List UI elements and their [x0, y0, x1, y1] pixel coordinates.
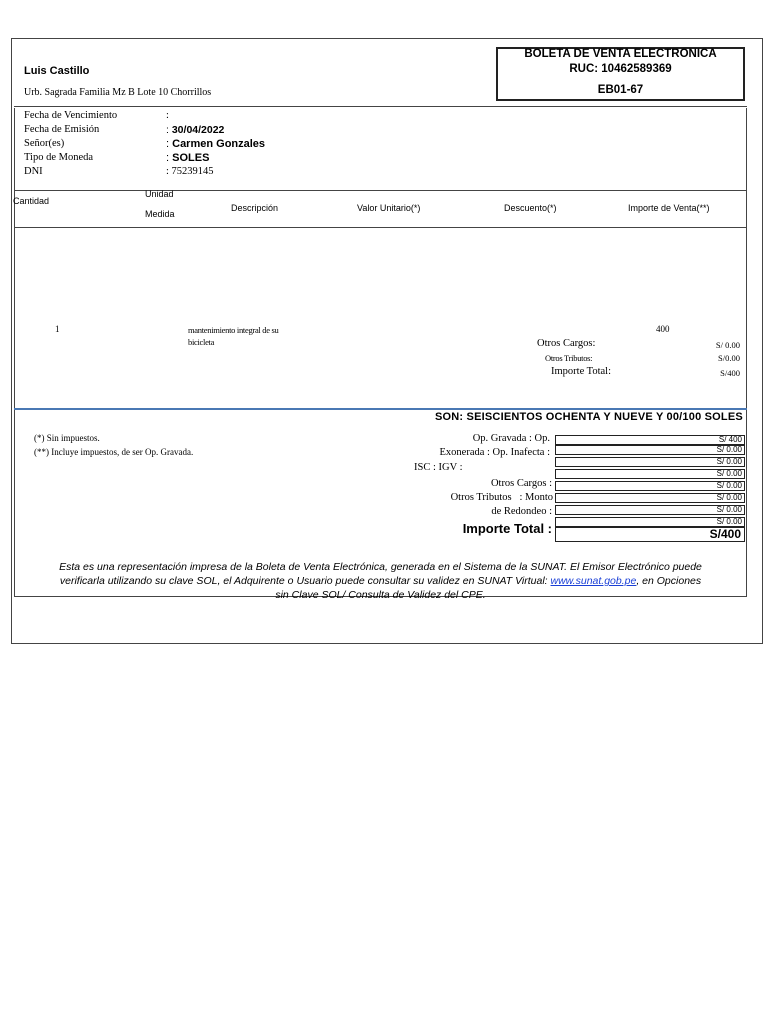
- note-includes-taxes: (**) Incluye impuestos, de ser Op. Gravada.: [34, 447, 194, 457]
- document-ruc: RUC: 10462589369: [569, 63, 672, 75]
- grand-total-box: [555, 527, 745, 542]
- due-date-label: Fecha de Vencimiento: [24, 110, 118, 121]
- issue-date-label: Fecha de Emisión: [24, 124, 100, 135]
- total-box-1: S/ 400: [555, 435, 745, 445]
- row-quantity: 1: [55, 324, 60, 334]
- header-divider: [14, 106, 747, 107]
- totals-label-gravada: Op. Gravada : Op.: [472, 433, 550, 444]
- footer-line1: Esta es una representación impresa de la Boleta de Venta Electrónica, generada en el Sistema de la SUNAT. El Emisor Electrónico puede: [59, 561, 702, 573]
- totals-label-exonerada: Exonerada : Op. Inafecta :: [439, 447, 550, 458]
- totals-label-other-taxes: Otros Tributos : Monto: [450, 492, 553, 503]
- summary-total-label: Importe Total:: [551, 366, 612, 377]
- currency-value: SOLES: [172, 152, 210, 164]
- table-top-line: [14, 190, 747, 191]
- summary-other-taxes-value: S/0.00: [718, 353, 740, 363]
- grand-total-value: S/400: [709, 527, 741, 541]
- totals-label-isc-igv: ISC : IGV :: [414, 462, 463, 473]
- totals-label-other-charges: Otros Cargos :: [490, 478, 552, 489]
- total-box-7: S/ 0.00: [555, 505, 745, 515]
- sunat-link[interactable]: www.sunat.gob.pe: [550, 575, 637, 587]
- summary-total-value: S/400: [720, 368, 740, 378]
- summary-other-charges-label: Otros Cargos:: [537, 338, 596, 349]
- amount-separator-line: [14, 408, 747, 410]
- client-value: Carmen Gonzales: [172, 138, 266, 150]
- issue-date-value: 30/04/2022: [171, 124, 225, 136]
- header-unit-value: Valor Unitario(*): [357, 203, 421, 213]
- document-number: EB01-67: [597, 84, 644, 96]
- dni-label: DNI: [24, 166, 43, 177]
- header-discount: Descuento(*): [504, 203, 557, 213]
- amount-in-words: SON: SEISCIENTOS OCHENTA Y NUEVE Y 00/100 SOLES: [435, 411, 743, 423]
- row-description-line1: mantenimiento integral de su: [188, 325, 279, 335]
- table-header-bottom-line: [14, 227, 747, 228]
- header-unit-line2: Medida: [145, 209, 175, 219]
- dni-value: 75239145: [171, 166, 214, 177]
- header-quantity: Cantidad: [13, 196, 50, 206]
- total-box-4: S/ 0.00: [555, 469, 745, 479]
- total-box-3: S/ 0.00: [555, 457, 745, 467]
- client-label: Señor(es): [24, 138, 65, 149]
- header-description: Descripción: [231, 203, 279, 213]
- note-without-taxes: (*) Sin impuestos.: [34, 433, 100, 443]
- summary-other-charges-value: S/ 0.00: [715, 340, 740, 350]
- row-description-line2: bicicleta: [188, 337, 215, 347]
- header-sale-amount: Importe de Venta(**): [628, 203, 710, 213]
- document-type: BOLETA DE VENTA ELECTRONICA: [524, 48, 717, 60]
- total-box-5: S/ 0.00: [555, 481, 745, 491]
- footer-line2-end: , en Opciones: [636, 575, 702, 587]
- total-box-8: S/ 0.00: [555, 517, 745, 527]
- summary-other-taxes-label: Otros Tributos:: [545, 353, 593, 363]
- totals-label-rounding: de Redondeo :: [491, 506, 552, 517]
- currency-label: Tipo de Moneda: [24, 152, 94, 163]
- grand-total-label: Importe Total :: [462, 521, 552, 536]
- total-box-6: S/ 0.00: [555, 493, 745, 503]
- total-box-2: S/ 0.00: [555, 445, 745, 455]
- emitter-address: Urb. Sagrada Familia Mz B Lote 10 Chorrillos: [24, 87, 212, 98]
- footer-line3: sin Clave SOL/ Consulta de Validez del CPE.: [275, 589, 486, 601]
- header-unit-line1: Unidad: [145, 189, 174, 199]
- row-amount: 400: [656, 324, 670, 334]
- due-date-value: :: [166, 110, 169, 121]
- emitter-name: Luis Castillo: [24, 65, 90, 77]
- document-box: [496, 47, 745, 101]
- footer-line2: verificarla utilizando su clave SOL, el Adquirente o Usuario puede consultar su validez en SUNAT Virtual:: [59, 575, 551, 587]
- footer-disclaimer: [14, 560, 747, 602]
